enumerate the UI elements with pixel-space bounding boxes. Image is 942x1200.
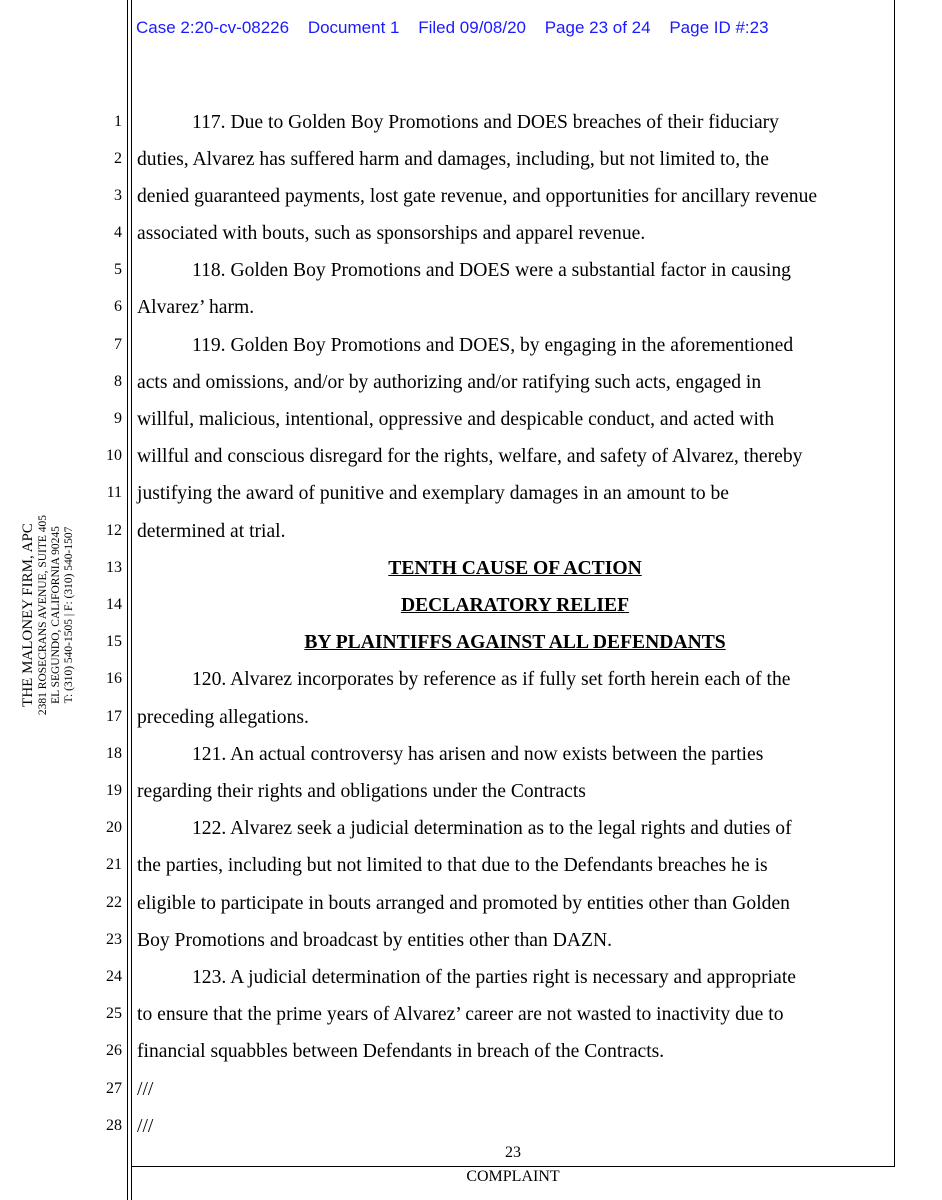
- line-number: 3: [114, 187, 122, 204]
- line-number: 28: [106, 1117, 122, 1134]
- page-id: Page ID #:23: [669, 18, 769, 37]
- continuation-mark: ///: [137, 1116, 154, 1137]
- line-number: 27: [106, 1080, 122, 1097]
- line-number: 20: [106, 819, 122, 836]
- paragraph-118-line: 118. Golden Boy Promotions and DOES were a substantial factor in causing: [192, 260, 791, 281]
- line-number: 17: [106, 708, 122, 725]
- paragraph-120-line: 120. Alvarez incorporates by reference as if fully set forth herein each of the: [192, 669, 791, 690]
- paragraph-119-line: justifying the award of punitive and exemplary damages in an amount to be: [137, 483, 730, 504]
- line-number: 4: [114, 224, 122, 241]
- line-number: 23: [106, 931, 122, 948]
- paragraph-119-line: willful and conscious disregard for the rights, welfare, and safety of Alvarez, thereby: [137, 446, 803, 467]
- section-heading-relief: DECLARATORY RELIEF: [400, 595, 630, 616]
- line-number: 22: [106, 894, 122, 911]
- section-heading-cause: TENTH CAUSE OF ACTION: [388, 558, 642, 579]
- paragraph-123-line: to ensure that the prime years of Alvarez’ career are not wasted to inactivity due to: [137, 1004, 784, 1025]
- line-number: 6: [114, 298, 122, 315]
- filed-date: Filed 09/08/20: [418, 18, 526, 37]
- paragraph-123-line: 123. A judicial determination of the parties right is necessary and appropriate: [192, 967, 796, 988]
- line-number: 26: [106, 1042, 122, 1059]
- line-number: 19: [106, 782, 122, 799]
- line-number: 14: [106, 596, 122, 613]
- line-number: 9: [114, 410, 122, 427]
- document-title-footer: COMPLAINT: [466, 1168, 560, 1185]
- paragraph-122-line: eligible to participate in bouts arranged and promoted by entities other than Golden: [137, 893, 790, 914]
- line-number: 21: [106, 856, 122, 873]
- firm-phone: T: (310) 540-1505 | F: (310) 540-1507: [63, 526, 75, 704]
- footer-rule: [131, 1166, 895, 1167]
- paragraph-117-line: associated with bouts, such as sponsorships and apparel revenue.: [137, 223, 646, 244]
- line-number: 25: [106, 1005, 122, 1022]
- line-number: 10: [106, 447, 122, 464]
- paragraph-118-line: Alvarez’ harm.: [137, 297, 255, 318]
- case-number: Case 2:20-cv-08226: [136, 18, 290, 37]
- paragraph-123-line: financial squabbles between Defendants in breach of the Contracts.: [137, 1041, 665, 1062]
- paragraph-117-line: 117. Due to Golden Boy Promotions and DOES breaches of their fiduciary: [192, 112, 779, 133]
- line-number: 18: [106, 745, 122, 762]
- paragraph-122-line: 122. Alvarez seek a judicial determination as to the legal rights and duties of: [192, 818, 792, 839]
- line-number: 11: [106, 484, 122, 501]
- paragraph-122-line: Boy Promotions and broadcast by entities other than DAZN.: [137, 930, 613, 951]
- line-number: 5: [114, 261, 122, 278]
- paragraph-121-line: 121. An actual controversy has arisen and now exists between the parties: [192, 744, 764, 765]
- line-number: 7: [114, 336, 122, 353]
- line-number: 15: [106, 633, 122, 650]
- paragraph-122-line: the parties, including but not limited to that due to the Defendants breaches he is: [137, 855, 768, 876]
- left-margin-rule-inner: [131, 0, 132, 1200]
- paragraph-117-line: duties, Alvarez has suffered harm and damages, including, but not limited to, the: [137, 149, 769, 170]
- left-margin-rule: [127, 0, 128, 1200]
- case-header: [136, 18, 783, 38]
- paragraph-119-line: willful, malicious, intentional, oppressive and despicable conduct, and acted with: [137, 409, 775, 430]
- paragraph-117-line: denied guaranteed payments, lost gate revenue, and opportunities for ancillary revenue: [137, 186, 818, 207]
- right-margin-rule: [894, 0, 895, 1166]
- line-number: 24: [106, 968, 122, 985]
- page-of-total: Page 23 of 24: [544, 18, 651, 37]
- section-heading-parties: BY PLAINTIFFS AGAINST ALL DEFENDANTS: [304, 632, 726, 653]
- paragraph-119-line: 119. Golden Boy Promotions and DOES, by engaging in the aforementioned: [192, 335, 794, 356]
- page-number: 23: [505, 1144, 521, 1161]
- paragraph-121-line: regarding their rights and obligations under the Contracts: [137, 781, 586, 802]
- continuation-mark: ///: [137, 1079, 154, 1100]
- firm-name: THE MALONEY FIRM, APC: [20, 523, 36, 707]
- firm-address-street: 2381 ROSECRANS AVENUE, SUITE 405: [37, 514, 49, 716]
- paragraph-120-line: preceding allegations.: [137, 707, 309, 728]
- paragraph-119-line: acts and omissions, and/or by authorizing and/or ratifying such acts, engaged in: [137, 372, 762, 393]
- line-number: 13: [106, 559, 122, 576]
- line-number: 1: [114, 113, 122, 130]
- line-number: 2: [114, 150, 122, 167]
- document-number: Document 1: [307, 18, 400, 37]
- firm-address-city: EL SEGUNDO, CALIFORNIA 90245: [50, 526, 62, 704]
- line-number: 8: [114, 373, 122, 390]
- line-number: 12: [106, 522, 122, 539]
- line-number: 16: [106, 670, 122, 687]
- paragraph-119-line: determined at trial.: [137, 521, 286, 542]
